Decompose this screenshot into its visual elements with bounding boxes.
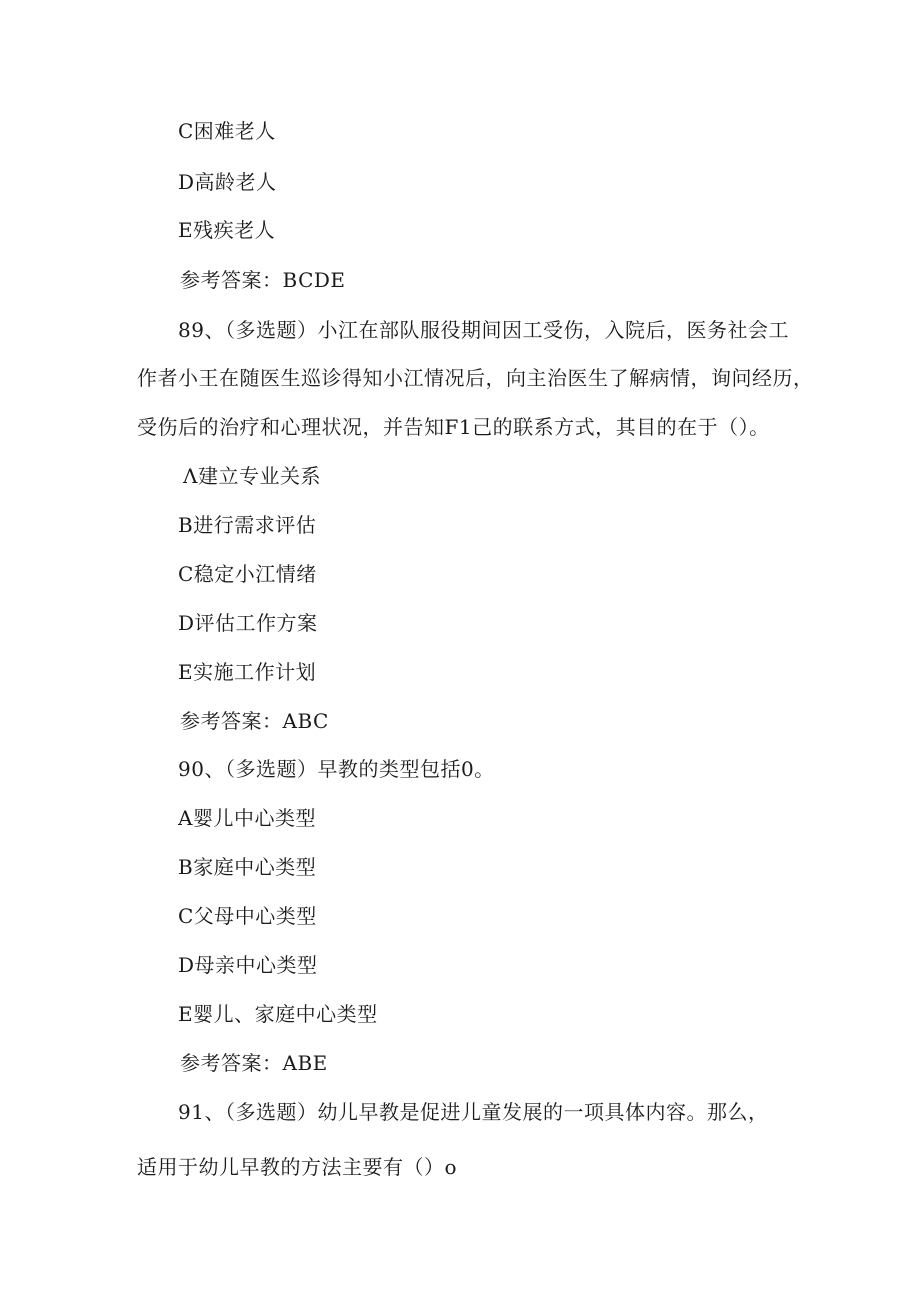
option-a: A婴儿中心类型 [178, 806, 316, 830]
option-d: D高龄老人 [178, 170, 277, 194]
option-c: C父母中心类型 [178, 904, 317, 928]
reference-answer: 参考答案：ABC [180, 709, 329, 733]
option-e: E实施工作计划 [178, 660, 317, 684]
option-b: B进行需求评估 [178, 513, 317, 537]
reference-answer: 参考答案：BCDE [180, 268, 346, 292]
reference-answer: 参考答案：ABE [180, 1051, 328, 1075]
question-91-line-1: 91、（多选题）幼儿早教是促进儿童发展的一项具体内容。那么， [178, 1100, 769, 1124]
option-e: E婴儿、家庭中心类型 [178, 1002, 378, 1026]
option-d: D评估工作方案 [178, 611, 318, 635]
question-89-line-3: 受伤后的治疗和心理状况，并告知F1己的联系方式，其目的在于（）。 [137, 415, 770, 439]
question-90-line-1: 90、（多选题）早教的类型包括0。 [178, 757, 495, 781]
question-89-line-1: 89、（多选题）小江在部队服役期间因工受伤，入院后，医务社会工 [178, 318, 789, 342]
option-d: D母亲中心类型 [178, 953, 318, 977]
option-b: B家庭中心类型 [178, 855, 317, 879]
option-c: C困难老人 [178, 119, 276, 143]
option-c: C稳定小江情绪 [178, 562, 317, 586]
option-a: Λ建立专业关系 [183, 464, 321, 488]
option-e: E残疾老人 [178, 218, 276, 242]
question-89-line-2: 作者小王在随医生巡诊得知小江情况后，向主治医生了解病情，询问经历， [137, 366, 814, 390]
question-91-line-2: 适用于幼儿早教的方法主要有（）o [137, 1155, 458, 1179]
